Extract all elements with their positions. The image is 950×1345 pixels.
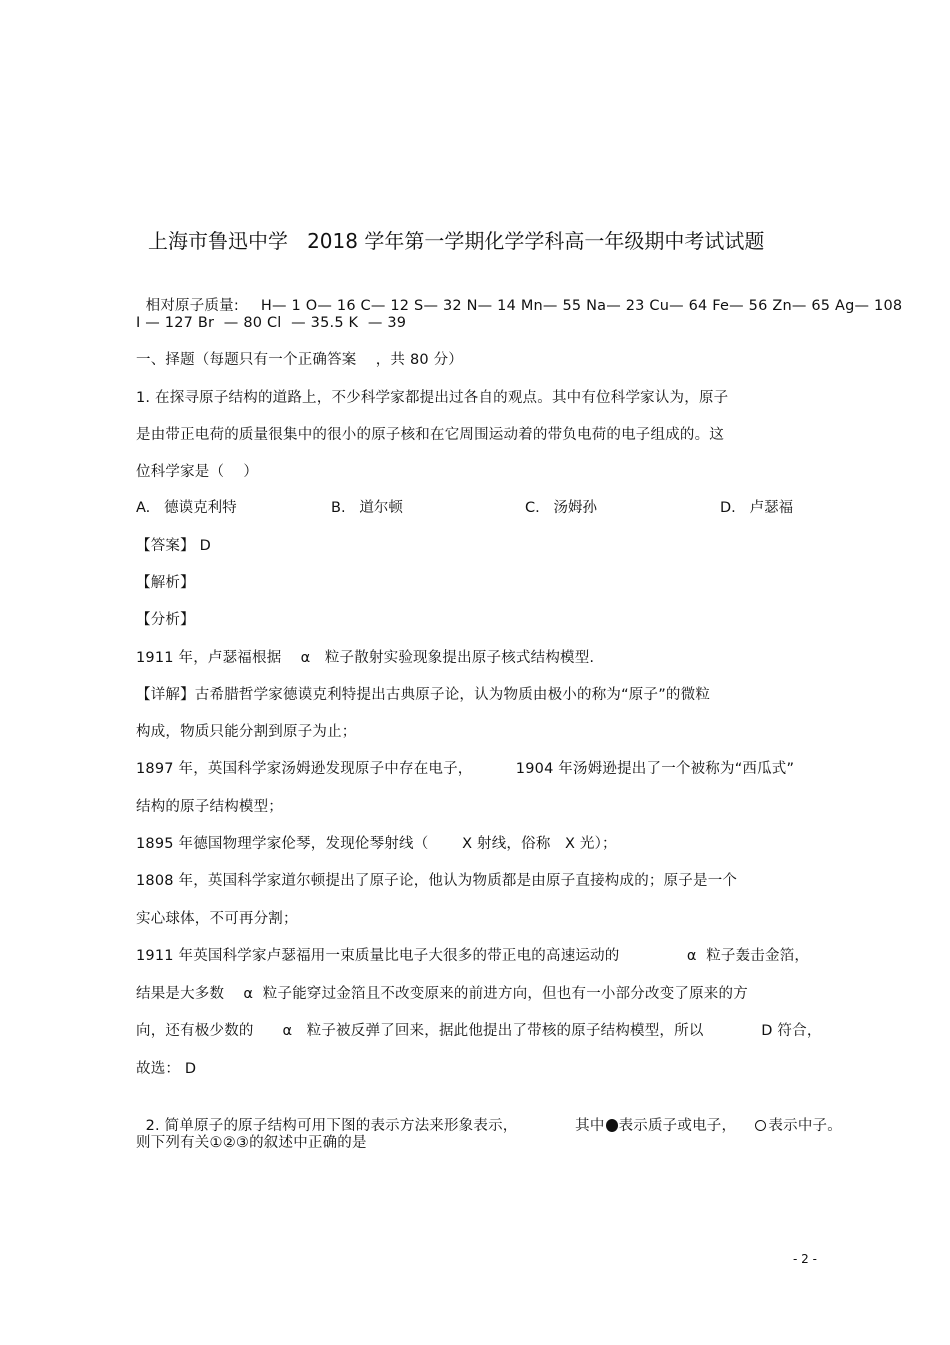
q2-text-part-2: 表示质子或电子， bbox=[618, 1118, 756, 1134]
q1-detail-line: 【详解】古希腊哲学家德谟克利特提出古典原子论，认为物质由极小的称为“原子”的微粒 bbox=[136, 687, 711, 703]
q1-detail-line: 故选： D bbox=[136, 1061, 197, 1077]
q1-fenxi-text: 1911 年，卢瑟福根据 α 粒子散射实验现象提出原子核式结构模型. bbox=[136, 650, 595, 666]
q2-text-part-1: 2. 简单原子的原子结构可用下图的表示方法来形象表示， 其中 bbox=[145, 1118, 605, 1134]
atomic-mass-values: H— 1 O— 16 C— 12 S— 32 N— 14 Mn— 55 Na— 23 Cu— 64 Fe— 56 Zn— 65 Ag— 108 bbox=[260, 298, 903, 314]
q1-detail-line: 构成，物质只能分割到原子为止； bbox=[136, 724, 357, 740]
hollow-circle-icon bbox=[755, 1120, 766, 1131]
atomic-mass-row-2: I — 127 Br — 80 Cl — 35.5 K — 39 bbox=[136, 315, 407, 331]
q1-stem-line-3: 位科学家是（ ） bbox=[136, 464, 259, 480]
q1-stem-line-2: 是由带正电荷的质量很集中的很小的原子核和在它周围运动着的带负电荷的电子组成的。这 bbox=[136, 427, 724, 443]
q1-detail-line: 实心球体，不可再分割； bbox=[136, 911, 298, 927]
q1-detail-line: 1895 年德国物理学家伦琴，发现伦琴射线（ X 射线，俗称 X 光）； bbox=[136, 836, 617, 852]
filled-circle-icon bbox=[606, 1119, 618, 1132]
q2-text-part-3: 表示中子。 bbox=[768, 1118, 842, 1134]
section-heading: 一、择题（每题只有一个正确答案 ，共 80 分） bbox=[136, 352, 464, 368]
q1-option-d: D. 卢瑟福 bbox=[720, 500, 794, 516]
q1-detail-line: 1911 年英国科学家卢瑟福用一束质量比电子大很多的带正电的高速运动的 α 粒子轰击金箔， bbox=[136, 948, 810, 964]
q1-fenxi-label: 【分析】 bbox=[136, 612, 195, 628]
page-title: 上海市鲁迅中学 2018 学年第一学期化学学科高一年级期中考试试题 bbox=[148, 229, 765, 253]
q1-answer: 【答案】 D bbox=[136, 538, 211, 554]
q1-analysis-label: 【解析】 bbox=[136, 575, 195, 591]
q1-detail-line: 1808 年，英国科学家道尔顿提出了原子论，他认为物质都是由原子直接构成的；原子是一个 bbox=[136, 873, 738, 889]
q2-stem-line-1 bbox=[136, 1096, 842, 1136]
q2-stem-line-2: 则下列有关①②③的叙述中正确的是 bbox=[136, 1135, 367, 1151]
q1-detail-line: 结果是大多数 α 粒子能穿过金箔且不改变原来的前进方向，但也有一小部分改变了原来的方 bbox=[136, 986, 748, 1002]
q1-option-c: C. 汤姆孙 bbox=[525, 500, 598, 516]
q1-detail-line: 向，还有极少数的 α 粒子被反弹了回来，据此他提出了带核的原子结构模型，所以 D 符合， bbox=[136, 1023, 822, 1039]
q1-detail-line: 结构的原子结构模型； bbox=[136, 799, 283, 815]
page-number: - 2 - bbox=[793, 1252, 817, 1266]
q1-stem-line-1: 1. 在探寻原子结构的道路上，不少科学家都提出过各自的观点。其中有位科学家认为，原子 bbox=[136, 390, 729, 406]
q1-option-b: B. 道尔顿 bbox=[331, 500, 403, 516]
atomic-mass-row-1 bbox=[136, 276, 902, 316]
q1-option-a: A. 德谟克利特 bbox=[136, 500, 237, 516]
q1-detail-line: 1897 年，英国科学家汤姆逊发现原子中存在电子， 1904 年汤姆逊提出了一个被称为“西瓜式” bbox=[136, 761, 795, 777]
atomic-mass-label: 相对原子质量: bbox=[145, 298, 239, 314]
